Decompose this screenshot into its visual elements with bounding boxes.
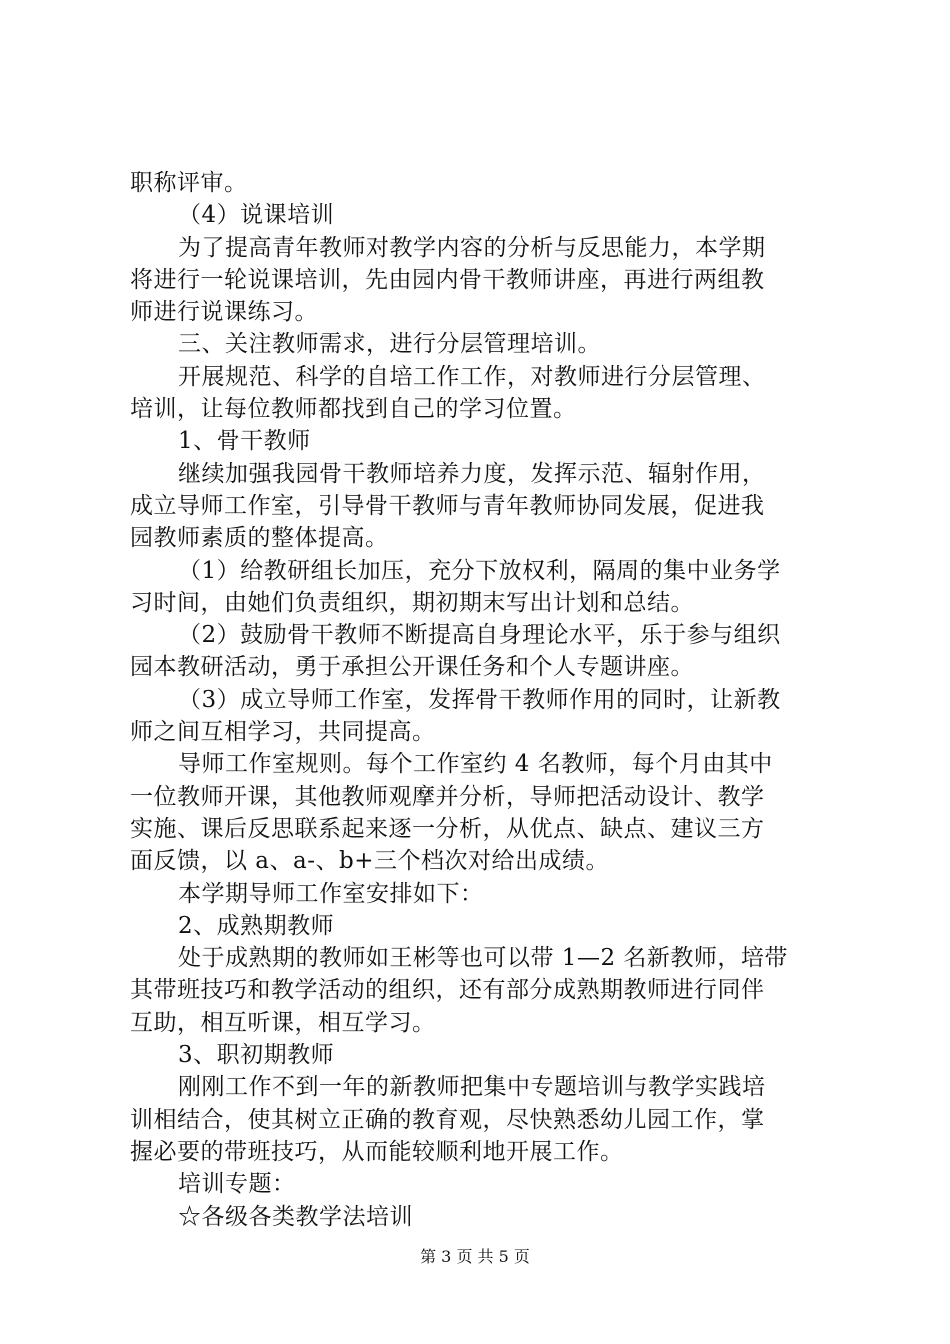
text-line: 师进行说课练习。	[130, 299, 318, 326]
text-line: 互助，相互听课，相互学习。	[130, 1009, 436, 1036]
text-line: 培训，让每位教师都找到自己的学习位置。	[130, 396, 577, 423]
text-line: 2、成熟期教师	[178, 912, 335, 939]
text-line: 职称评审。	[130, 170, 248, 196]
text-line: 习时间，由她们负责组织，期初期末写出计划和总结。	[130, 589, 694, 616]
text-line: 三、关注教师需求，进行分层管理培训。	[178, 331, 601, 358]
text-line: 师之间互相学习，共同提高。	[130, 719, 436, 746]
text-line: （4）说课培训	[178, 202, 335, 229]
text-line: 园教师素质的整体提高。	[130, 525, 389, 552]
text-line: 刚刚工作不到一年的新教师把集中专题培训与教学实践培	[178, 1074, 766, 1101]
text-line: ☆各级各类教学法培训	[178, 1203, 413, 1230]
text-line: 成立导师工作室，引导骨干教师与青年教师协同发展，促进我	[130, 492, 765, 519]
text-line: 本学期导师工作室安排如下：	[178, 880, 484, 907]
text-line: 实施、课后反思联系起来逐一分析，从优点、缺点、建议三方	[130, 815, 765, 842]
text-line: （1）给教研组长加压，充分下放权利，隔周的集中业务学	[178, 557, 781, 584]
text-line: 继续加强我园骨干教师培养力度，发挥示范、辐射作用，	[178, 460, 766, 487]
text-line: 处于成熟期的教师如王彬等也可以带 1—2 名新教师，培带	[178, 945, 788, 972]
text-line: 导师工作室规则。每个工作室约 4 名教师，每个月由其中	[178, 751, 773, 778]
document-body	[130, 167, 830, 1233]
text-line: 培训专题：	[178, 1171, 296, 1198]
text-line: 一位教师开课，其他教师观摩并分析，导师把活动设计、教学	[130, 783, 765, 810]
text-line: 1、骨干教师	[178, 428, 311, 455]
text-line: 开展规范、科学的自培工作工作，对教师进行分层管理、	[178, 363, 766, 390]
text-line: 握必要的带班技巧，从而能较顺利地开展工作。	[130, 1138, 624, 1165]
page-footer: 第 3 页 共 5 页	[420, 1247, 530, 1266]
text-line: 训相结合，使其树立正确的教育观，尽快熟悉幼儿园工作，掌	[130, 1106, 765, 1133]
text-line: （3）成立导师工作室，发挥骨干教师作用的同时，让新教	[178, 686, 781, 713]
text-line: 3、职初期教师	[178, 1042, 335, 1069]
text-line: 其带班技巧和教学活动的组织，还有部分成熟期教师进行同伴	[130, 977, 765, 1004]
text-line: 面反馈，以 a、a-、b+三个档次对给出成绩。	[130, 848, 610, 875]
text-line: 为了提高青年教师对教学内容的分析与反思能力，本学期	[178, 234, 766, 261]
text-line: 将进行一轮说课培训，先由园内骨干教师讲座，再进行两组教	[130, 266, 765, 293]
text-line: （2）鼓励骨干教师不断提高自身理论水平，乐于参与组织	[178, 622, 781, 649]
text-line: 园本教研活动，勇于承担公开课任务和个人专题讲座。	[130, 654, 694, 681]
